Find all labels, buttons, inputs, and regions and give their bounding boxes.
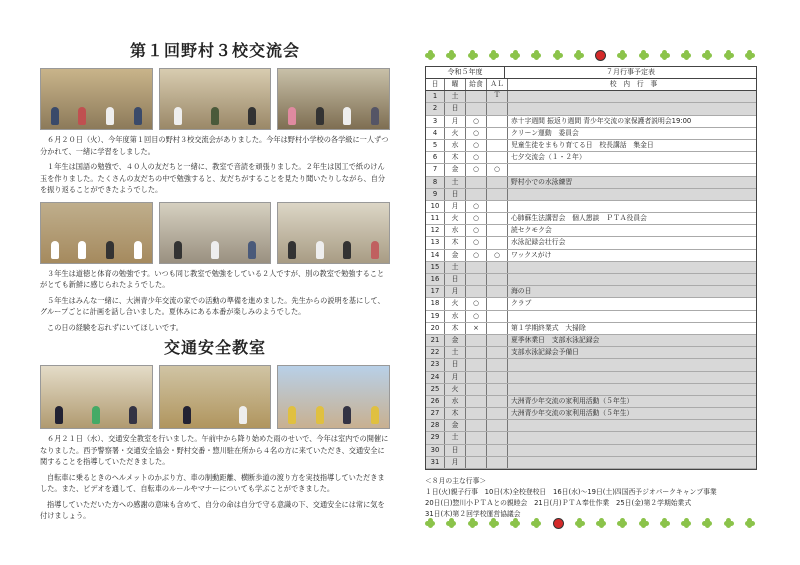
section1-paragraph-3: ３年生は道徳と体育の勉強です。いつも同じ教室で勉強をしている２人ですが、別の教室で勉強することがとても新鮮に感じられたようでした。 [40,268,385,289]
alt-cell [487,359,508,370]
weekday-cell: 月 [445,201,466,212]
photo-row-2 [40,202,390,264]
event-cell: 児童生徒をまもり育てる日 校長講話 集金日 [511,140,654,149]
lunch-cell [466,384,487,395]
lunch-cell: ○ [466,237,487,248]
weekday-cell: 水 [445,311,466,322]
clover-icon [639,50,649,60]
event-cell [508,420,756,431]
alt-cell [487,347,508,358]
event-cell: 大洲青少年交流の家利用活動（５年生） [511,396,634,405]
classroom-photo-4 [159,202,272,264]
day-cell: 19 [426,311,445,322]
day-cell: 11 [426,213,445,224]
alt-cell [487,274,508,285]
day-cell: 13 [426,237,445,248]
clover-icon [724,50,734,60]
event-cell: 大洲青少年交流の家利用活動（５年生） [511,409,634,418]
lunch-cell [466,91,487,102]
clover-icon [468,50,478,60]
clover-border-bottom [425,518,755,530]
alt-cell [487,103,508,114]
weekday-cell: 月 [445,372,466,383]
clover-icon [531,518,541,528]
alt-cell [487,177,508,188]
photo-row-3 [40,365,390,429]
table-row [426,262,756,274]
weekday-cell: 土 [445,91,466,102]
event-cell: クリーン運動 委員会 [511,128,579,137]
weekday-cell: 木 [445,323,466,334]
table-row [426,177,756,189]
articles-column [40,40,390,540]
clover-icon [617,50,627,60]
lunch-cell: ○ [466,298,487,309]
weekday-cell: 火 [445,128,466,139]
clover-icon [745,518,755,528]
day-cell: 17 [426,286,445,297]
day-cell: 28 [426,420,445,431]
alt-cell [487,152,508,163]
lunch-cell [466,262,487,273]
event-cell [508,359,756,370]
event-cell [508,189,756,200]
table-row [426,164,756,176]
weekday-cell: 日 [445,103,466,114]
clover-icon [531,50,541,60]
lunch-cell [466,396,487,407]
clover-icon [745,50,755,60]
alt-cell [487,262,508,273]
table-row [426,420,756,432]
weekday-cell: 木 [445,237,466,248]
day-cell: 10 [426,201,445,212]
ladybug-icon [553,518,564,529]
table-header-row [426,79,756,100]
table-row [426,323,756,335]
table-row [426,91,756,103]
event-cell [508,201,756,212]
header-alt: ＡＬＴ [487,79,508,90]
clover-icon [660,50,670,60]
table-row [426,274,756,286]
summary-line-1: １日(火)親子行事 10日(木)全校登校日 16日(水)～19日(土)四国西予ジオパークキャンプ事業 [425,488,717,496]
weekday-cell: 土 [445,432,466,443]
clover-icon [575,518,585,528]
section1-paragraph-2: １年生は国語の勉強で、４０人の友だちと一緒に、教室で音読を頑張りました。２年生は図工で紙のけん玉を作りました。たくさんの友だちの中で勉強すると、友だちがすることを見たり聞いたりしながら、自分を振り返ることができたようでした。 [40,162,386,194]
schedule-column [425,50,755,518]
table-row [426,237,756,249]
alt-cell [487,372,508,383]
event-cell: 心肺蘇生法講習会 個人懇談 ＰＴＡ役員会 [511,214,647,223]
lunch-cell: × [466,323,487,334]
alt-cell: ○ [487,164,508,175]
event-cell: 読セクモク会 [511,226,552,235]
summary-line-3: 31日(木)第２回学校運営協議会 [425,510,521,518]
table-row [426,286,756,298]
day-cell: 2 [426,103,445,114]
table-row [426,225,756,237]
table-row [426,116,756,128]
alt-cell [487,116,508,127]
lunch-cell: ○ [466,250,487,261]
event-cell [508,311,756,322]
alt-cell [487,128,508,139]
lunch-cell [466,457,487,468]
table-row [426,103,756,115]
lunch-cell [466,432,487,443]
weekday-cell: 水 [445,225,466,236]
day-cell: 21 [426,335,445,346]
weekday-cell: 火 [445,213,466,224]
alt-cell [487,201,508,212]
lunch-cell: ○ [466,140,487,151]
section1-title: 第１回野村３校交流会 [129,41,300,60]
day-cell: 12 [426,225,445,236]
table-row [426,396,756,408]
alt-cell [487,225,508,236]
weekday-cell: 金 [445,420,466,431]
clover-icon [553,50,563,60]
table-row [426,432,756,444]
alt-cell [487,286,508,297]
weekday-cell: 金 [445,164,466,175]
alt-cell [487,323,508,334]
ladybug-icon [595,50,606,61]
lunch-cell [466,420,487,431]
clover-icon [660,518,670,528]
clover-icon [510,518,520,528]
day-cell: 4 [426,128,445,139]
safety-photo-1 [40,365,153,429]
table-row [426,152,756,164]
table-row [426,372,756,384]
alt-cell [487,311,508,322]
clover-icon [510,50,520,60]
lunch-cell [466,408,487,419]
weekday-cell: 火 [445,384,466,395]
alt-cell [487,189,508,200]
table-row [426,408,756,420]
event-cell [508,164,756,175]
event-cell: 夏季休業日 支部水泳記録会 [511,335,600,344]
table-row [426,457,756,469]
weekday-cell: 金 [445,335,466,346]
alt-cell [487,445,508,456]
table-row [426,189,756,201]
event-cell: 野村小での水泳練習 [511,177,573,186]
weekday-cell: 日 [445,359,466,370]
day-cell: 24 [426,372,445,383]
section1-paragraph-5: この日の経験を忘れずにいてほしいです。 [47,322,183,332]
july-schedule-table [425,66,757,470]
table-row [426,311,756,323]
weekday-cell: 日 [445,189,466,200]
event-cell [508,262,756,273]
weekday-cell: 日 [445,274,466,285]
table-row [426,140,756,152]
alt-cell [487,237,508,248]
lunch-cell: ○ [466,213,487,224]
table-row [426,347,756,359]
lunch-cell [466,189,487,200]
table-row [426,359,756,371]
clover-icon [724,518,734,528]
lunch-cell [466,274,487,285]
table-row [426,250,756,262]
header-weekday: 曜 [445,79,466,90]
event-cell: 七夕交流会（１・２年） [511,153,586,162]
event-cell: 水泳記録会壮行会 [511,238,566,247]
day-cell: 30 [426,445,445,456]
day-cell: 15 [426,262,445,273]
weekday-cell: 土 [445,347,466,358]
weekday-cell: 月 [445,116,466,127]
day-cell: 27 [426,408,445,419]
alt-cell [487,91,508,102]
header-day: 日 [426,79,445,90]
august-summary [425,476,755,520]
day-cell: 8 [426,177,445,188]
alt-cell: ○ [487,250,508,261]
clover-icon [596,518,606,528]
table-row [426,298,756,310]
alt-cell [487,457,508,468]
day-cell: 9 [426,189,445,200]
fiscal-year-label: 令和５年度 [426,67,505,78]
clover-icon [681,518,691,528]
day-cell: 3 [426,116,445,127]
lunch-cell: ○ [466,201,487,212]
table-row [426,201,756,213]
summary-line-2: 20日(日)惣川小ＰＴＡとの親睦会 21日(月)ＰＴＡ奉仕作業 25日(金)第２学期始業式 [425,499,692,507]
classroom-photo-5 [277,202,390,264]
section2-paragraph-3: 指導していただいた方への感謝の意味も含めて、自分の命は自分で守る意識の下、交通安全には常に気を付けましょう。 [40,499,385,520]
table-row [426,213,756,225]
clover-icon [489,50,499,60]
clover-icon [702,518,712,528]
event-cell [508,372,756,383]
day-cell: 14 [426,250,445,261]
day-cell: 23 [426,359,445,370]
alt-cell [487,213,508,224]
event-cell: 第１学期終業式 大掃除 [511,323,586,332]
day-cell: 22 [426,347,445,358]
weekday-cell: 火 [445,298,466,309]
clover-icon [446,518,456,528]
weekday-cell: 水 [445,140,466,151]
classroom-photo-1 [40,68,153,130]
photo-row-1 [40,68,390,130]
lunch-cell: ○ [466,311,487,322]
weekday-cell: 土 [445,177,466,188]
day-cell: 26 [426,396,445,407]
event-cell: 海の日 [511,287,532,296]
event-cell [508,384,756,395]
weekday-cell: 月 [445,457,466,468]
clover-icon [702,50,712,60]
header-events: 校 内 行 事 [609,80,658,88]
lunch-cell [466,445,487,456]
day-cell: 20 [426,323,445,334]
day-cell: 25 [426,384,445,395]
table-title: ７月行事予定表 [606,68,655,76]
clover-icon [639,518,649,528]
day-cell: 1 [426,91,445,102]
gym-photo-1 [40,202,153,264]
event-cell: 赤十字週間 振返り週間 青少年交流の家保護者説明会19:00 [511,116,692,125]
section2-paragraph-2: 自転車に乗るときのヘルメットのかぶり方、車の制動距離、横断歩道の渡り方を実技指導していただきました。また、ビデオを通して、自転車のルールやマナーについても学ぶことができました。 [40,472,385,493]
safety-photo-3 [277,365,390,429]
day-cell: 6 [426,152,445,163]
clover-icon [681,50,691,60]
clover-icon [489,518,499,528]
day-cell: 5 [426,140,445,151]
lunch-cell [466,347,487,358]
clover-icon [425,518,435,528]
lunch-cell [466,103,487,114]
weekday-cell: 水 [445,396,466,407]
event-cell [508,274,756,285]
weekday-cell: 日 [445,445,466,456]
safety-photo-2 [159,365,272,429]
day-cell: 29 [426,432,445,443]
section1-paragraph-1: ６月２０日（火）、今年度第１回目の野村３校交流会がありました。今年は野村小学校の各学級に一人ずつ分かれて、一緒に学習をしました。 [40,135,389,156]
classroom-photo-2 [159,68,272,130]
weekday-cell: 月 [445,286,466,297]
lunch-cell: ○ [466,152,487,163]
table-body [426,91,756,469]
lunch-cell [466,177,487,188]
table-row [426,128,756,140]
clover-icon [617,518,627,528]
event-cell [508,432,756,443]
table-row [426,445,756,457]
lunch-cell: ○ [466,225,487,236]
lunch-cell [466,335,487,346]
weekday-cell: 木 [445,152,466,163]
alt-cell [487,420,508,431]
clover-border-top [425,50,755,62]
event-cell [508,103,756,114]
lunch-cell: ○ [466,116,487,127]
alt-cell [487,408,508,419]
table-title-row [426,67,756,79]
event-cell [508,445,756,456]
table-row [426,384,756,396]
section2-paragraph-1: ６月２１日（水）、交通安全教室を行いました。午前中から降り始めた雨のせいで、今年は室内での開催になりました。西予警察署・交通安全協会・野村交番・惣川駐在所から４名の方に来ていただき、交通安全に関することを指導していただきました。 [40,434,389,466]
summary-title: ＜８月の主な行事＞ [425,477,487,485]
lunch-cell [466,372,487,383]
section2-title: 交通安全教室 [163,338,266,357]
classroom-photo-3 [277,68,390,130]
event-cell: 支部水泳記録会予備日 [511,348,579,357]
lunch-cell: ○ [466,164,487,175]
header-lunch: 給食 [466,79,487,90]
weekday-cell: 土 [445,262,466,273]
alt-cell [487,335,508,346]
event-cell: クラブ [511,299,532,308]
section1-paragraph-4: ５年生はみんな一緒に、大洲青少年交流の家での活動の準備を進めました。先生からの説明を基にして、グループごとに計画を話し合いました。夏休みにある本番が楽しみのようでした。 [40,295,385,316]
lunch-cell: ○ [466,128,487,139]
day-cell: 7 [426,164,445,175]
day-cell: 31 [426,457,445,468]
clover-icon [446,50,456,60]
day-cell: 18 [426,298,445,309]
clover-icon [425,50,435,60]
weekday-cell: 金 [445,250,466,261]
clover-icon [468,518,478,528]
event-cell [508,91,756,102]
weekday-cell: 木 [445,408,466,419]
table-row [426,335,756,347]
event-cell [508,457,756,468]
lunch-cell [466,359,487,370]
alt-cell [487,140,508,151]
alt-cell [487,396,508,407]
alt-cell [487,432,508,443]
lunch-cell [466,286,487,297]
day-cell: 16 [426,274,445,285]
event-cell: ワックスがけ [511,250,552,259]
clover-icon [574,50,584,60]
alt-cell [487,384,508,395]
alt-cell [487,298,508,309]
